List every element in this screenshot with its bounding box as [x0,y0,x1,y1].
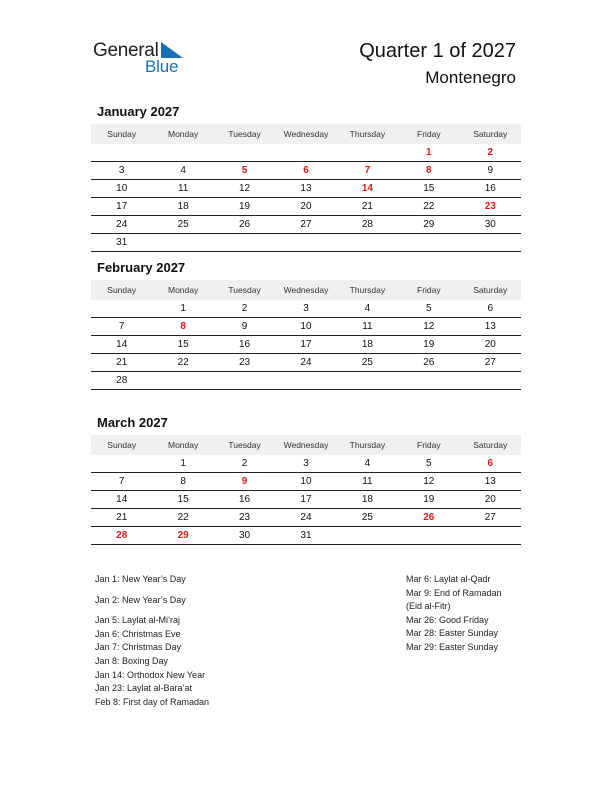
day-cell: 24 [275,354,336,372]
day-cell: 22 [152,509,213,527]
day-cell: 1 [152,300,213,318]
month-march [91,415,521,545]
weekday-header-row [91,435,521,455]
day-cell: 31 [275,527,336,545]
day-cell: 31 [91,234,152,252]
day-cell: 2 [460,144,521,162]
day-cell: 8 [152,473,213,491]
day-cell: 27 [460,509,521,527]
day-cell: 15 [398,180,459,198]
empty-day-cell [91,300,152,318]
weekday-header: Monday [152,435,213,455]
day-cell: 22 [398,198,459,216]
week-row [91,455,521,473]
day-cell: 20 [460,336,521,354]
holiday-note: Jan 1: New Year’s Day [95,574,186,584]
week-row [91,216,521,234]
weekday-header: Friday [398,435,459,455]
logo-word-general: General [93,40,159,61]
day-cell: 27 [275,216,336,234]
weekday-header: Sunday [91,280,152,300]
weekday-header: Sunday [91,435,152,455]
day-cell: 19 [214,198,275,216]
holiday-note: Jan 7: Christmas Day [95,642,182,653]
weekday-header: Friday [398,280,459,300]
month-title: January 2027 [97,104,180,119]
weekday-header: Friday [398,124,459,144]
weekday-header: Tuesday [214,124,275,144]
logo-triangle-icon [161,42,183,58]
weekday-header: Saturday [460,435,521,455]
day-cell: 13 [460,473,521,491]
day-cell: 4 [337,455,398,473]
empty-day-cell [152,234,213,252]
day-cell: 4 [337,300,398,318]
day-cell: 12 [398,473,459,491]
day-cell: 18 [152,198,213,216]
day-cell: 25 [337,354,398,372]
day-cell: 11 [337,318,398,336]
day-cell: 30 [460,216,521,234]
empty-day-cell [214,234,275,252]
week-row [91,527,521,545]
day-cell: 12 [398,318,459,336]
day-cell: 15 [152,336,213,354]
calendar-grid [91,124,521,252]
weekday-header: Thursday [337,280,398,300]
day-cell: 23 [460,198,521,216]
empty-day-cell [152,372,213,390]
holiday-note: Jan 5: Laylat al-Mi’raj [95,615,181,626]
day-cell: 3 [275,300,336,318]
day-cell: 24 [275,509,336,527]
day-cell: 29 [398,216,459,234]
empty-day-cell [214,144,275,162]
day-cell: 13 [460,318,521,336]
day-cell: 26 [398,509,459,527]
weekday-header-row [91,280,521,300]
month-january [91,104,521,252]
day-cell: 5 [214,162,275,180]
logo-word-blue: Blue [145,57,179,76]
day-cell: 4 [152,162,213,180]
day-cell: 9 [214,318,275,336]
day-cell: 29 [152,527,213,545]
holiday-note: Jan 23: Laylat al-Bara’at [95,683,193,694]
holiday-note [95,607,209,614]
week-row [91,198,521,216]
week-row [91,491,521,509]
day-cell: 10 [275,473,336,491]
holiday-note: Jan 6: Christmas Eve [95,628,181,639]
empty-day-cell [337,234,398,252]
day-cell: 6 [460,455,521,473]
empty-day-cell [275,372,336,390]
empty-day-cell [91,455,152,473]
empty-day-cell [398,234,459,252]
day-cell: 20 [275,198,336,216]
day-cell: 7 [337,162,398,180]
holiday-note: Mar 9: End of Ramadan [406,587,502,598]
weekday-header-row [91,124,521,144]
month-title: February 2027 [97,260,186,275]
day-cell: 14 [337,180,398,198]
day-cell: 1 [398,144,459,162]
day-cell: 18 [337,491,398,509]
day-cell: 10 [91,180,152,198]
empty-day-cell [275,144,336,162]
day-cell: 23 [214,509,275,527]
day-cell: 3 [275,455,336,473]
holiday-notes-right [406,573,502,655]
logo [93,38,193,78]
holiday-note: Mar 6: Laylat al-Qadr [406,574,491,584]
day-cell: 26 [398,354,459,372]
day-cell: 25 [337,509,398,527]
holiday-note [95,587,209,594]
day-cell: 15 [152,491,213,509]
month-february [91,260,521,390]
day-cell: 21 [91,509,152,527]
weekday-header: Monday [152,124,213,144]
day-cell: 28 [91,372,152,390]
day-cell: 14 [91,491,152,509]
day-cell: 26 [214,216,275,234]
day-cell: 8 [152,318,213,336]
day-cell: 5 [398,455,459,473]
day-cell: 28 [337,216,398,234]
day-cell: 10 [275,318,336,336]
weekday-header: Wednesday [275,435,336,455]
holiday-note: Mar 29: Easter Sunday [406,641,499,652]
week-row [91,473,521,491]
weekday-header: Tuesday [214,280,275,300]
weekday-header: Sunday [91,124,152,144]
empty-day-cell [337,372,398,390]
day-cell: 19 [398,336,459,354]
day-cell: 12 [214,180,275,198]
day-cell: 3 [91,162,152,180]
week-row [91,234,521,252]
day-cell: 16 [460,180,521,198]
holiday-note: (Eid al-Fitr) [406,601,451,612]
page-title: Quarter 1 of 2027 [359,40,516,62]
weekday-header: Wednesday [275,280,336,300]
empty-day-cell [337,144,398,162]
week-row [91,318,521,336]
day-cell: 24 [91,216,152,234]
empty-day-cell [91,144,152,162]
weekday-header: Saturday [460,124,521,144]
day-cell: 8 [398,162,459,180]
week-row [91,300,521,318]
day-cell: 21 [337,198,398,216]
day-cell: 11 [152,180,213,198]
day-cell: 22 [152,354,213,372]
day-cell: 27 [460,354,521,372]
week-row [91,372,521,390]
holiday-notes-left [95,573,209,709]
weekday-header: Tuesday [214,435,275,455]
day-cell: 2 [214,455,275,473]
empty-day-cell [275,234,336,252]
weekday-header: Thursday [337,124,398,144]
day-cell: 16 [214,491,275,509]
day-cell: 6 [460,300,521,318]
calendar-grid [91,280,521,390]
day-cell: 9 [460,162,521,180]
holiday-note: Mar 26: Good Friday [406,614,489,625]
empty-day-cell [214,372,275,390]
holiday-note: Jan 8: Boxing Day [95,655,169,666]
day-cell: 17 [275,336,336,354]
week-row [91,162,521,180]
day-cell: 6 [275,162,336,180]
day-cell: 30 [214,527,275,545]
holiday-note: Feb 8: First day of Ramadan [95,696,210,707]
day-cell: 17 [91,198,152,216]
day-cell: 9 [214,473,275,491]
empty-day-cell [337,527,398,545]
day-cell: 21 [91,354,152,372]
day-cell: 1 [152,455,213,473]
week-row [91,180,521,198]
day-cell: 7 [91,473,152,491]
empty-day-cell [398,372,459,390]
month-title: March 2027 [97,415,168,430]
day-cell: 18 [337,336,398,354]
week-row [91,354,521,372]
holiday-note: Jan 2: New Year’s Day [95,594,186,605]
day-cell: 16 [214,336,275,354]
day-cell: 7 [91,318,152,336]
weekday-header: Thursday [337,435,398,455]
empty-day-cell [460,234,521,252]
weekday-header: Monday [152,280,213,300]
day-cell: 13 [275,180,336,198]
day-cell: 28 [91,527,152,545]
day-cell: 23 [214,354,275,372]
weekday-header: Wednesday [275,124,336,144]
country-name: Montenegro [425,68,516,87]
day-cell: 20 [460,491,521,509]
empty-day-cell [460,527,521,545]
day-cell: 5 [398,300,459,318]
day-cell: 14 [91,336,152,354]
week-row [91,509,521,527]
holiday-note: Mar 28: Easter Sunday [406,628,499,639]
week-row [91,336,521,354]
day-cell: 25 [152,216,213,234]
weekday-header: Saturday [460,280,521,300]
empty-day-cell [460,372,521,390]
day-cell: 17 [275,491,336,509]
empty-day-cell [398,527,459,545]
holiday-note: Jan 14: Orthodox New Year [95,669,206,680]
empty-day-cell [152,144,213,162]
week-row [91,144,521,162]
day-cell: 11 [337,473,398,491]
calendar-grid [91,435,521,545]
day-cell: 2 [214,300,275,318]
day-cell: 19 [398,491,459,509]
